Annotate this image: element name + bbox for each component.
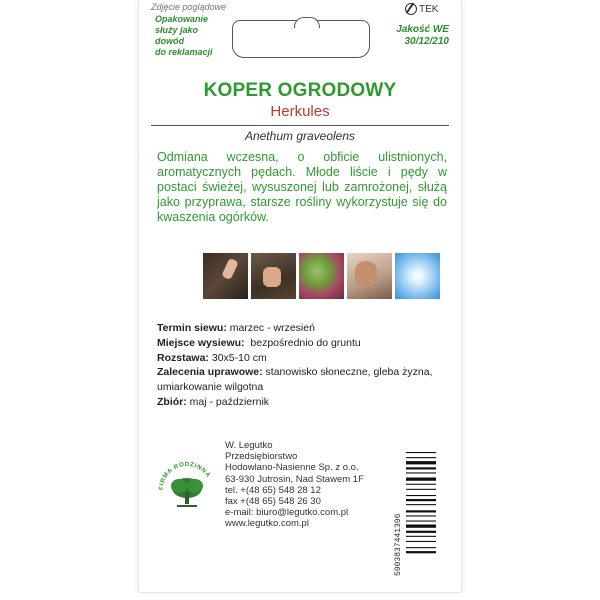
barcode-bar: [406, 547, 436, 548]
barcode: [394, 448, 438, 580]
care-recommendations: [157, 365, 453, 395]
barcode-bar: [406, 499, 436, 501]
sun-picto: [395, 253, 440, 299]
sowing-place-value: bezpośrednio do gruntu: [250, 336, 361, 349]
divider: [151, 125, 449, 126]
company-line: 63-930 Jutrosin, Nad Stawem 1F: [225, 473, 364, 485]
barcode-bar: [406, 525, 436, 528]
quality-mark: [396, 24, 449, 48]
sowing-term: [157, 321, 453, 336]
tek-label: TEK: [419, 3, 439, 15]
product-title: KOPER OGRODOWY: [203, 80, 397, 101]
barcode-bar: [406, 551, 436, 553]
barcode-bar: [406, 541, 436, 542]
barcode-bar: [406, 461, 436, 464]
tek-badge: [405, 3, 438, 15]
barcode-bar: [406, 510, 436, 512]
tek-icon: [405, 3, 417, 15]
seedling-picto: [251, 253, 296, 299]
tree-logo-icon: [157, 450, 217, 514]
company-contact: [225, 440, 364, 530]
barcode-bar: [406, 536, 436, 537]
barcode-bar: [406, 521, 436, 522]
sowing-place-label: Miejsce wysiewu:: [157, 336, 245, 349]
care-label: Zalecenia uprawowe:: [157, 366, 263, 379]
barcode-bar: [406, 467, 436, 469]
note-line: Opakowanie: [155, 14, 209, 24]
harvest-value: maj - październik: [189, 395, 270, 408]
barcode-bar: [406, 457, 436, 458]
preview-label: Zdjęcie poglądowe: [151, 2, 227, 12]
note-line: służy jako: [155, 25, 199, 35]
note-line: do reklamacji: [155, 47, 213, 57]
company-line: e-mail: biuro@legutko.com.pl: [225, 507, 349, 519]
company-line: Hodowlano-Nasienne Sp. z o.o.: [225, 462, 359, 474]
sowing-spacing: [157, 351, 453, 366]
barcode-bar: [406, 472, 436, 473]
complaint-note: [155, 14, 213, 58]
sowing-term-label: Termin siewu:: [157, 322, 227, 334]
barcode-bar: [406, 531, 436, 533]
quality-line: 30/12/210: [404, 36, 449, 47]
hanger-notch: [294, 17, 320, 28]
harvest-picto: [347, 253, 392, 299]
company-line: Przedsiębiorstwo: [225, 451, 298, 463]
sowing-spacing-label: Rozstawa:: [157, 351, 209, 364]
sowing-picto: [203, 253, 248, 299]
barcode-digits: 5903837441396: [394, 513, 403, 576]
company-line: fax +(48 65) 548 26 30: [225, 496, 321, 508]
company-line: www.legutko.com.pl: [225, 518, 309, 530]
logo-text: FIRMA RODZINNA: [157, 460, 212, 491]
barcode-bar: [406, 489, 436, 490]
latin-name: Anethum graveolens: [244, 129, 356, 143]
care-value: stanowisko słoneczne, gleba żyzna, umiarkowanie wilgotna: [157, 366, 433, 394]
barcode-bar: [406, 504, 436, 505]
plant-picto: [299, 253, 344, 299]
sowing-info: [157, 321, 453, 410]
barcode-bar: [406, 495, 436, 496]
company-line: tel. +(48 65) 548 28 12: [225, 484, 321, 496]
sowing-spacing-value: 30x5-10 cm: [211, 351, 267, 364]
company-line: W. Legutko: [225, 440, 273, 451]
cultivation-pictograms: [203, 253, 440, 299]
sowing-place: [157, 336, 453, 351]
quality-line: Jakość WE: [396, 24, 449, 35]
note-line: dowód: [155, 36, 184, 46]
product-variety: Herkules: [270, 103, 330, 120]
harvest-label: Zbiór:: [157, 395, 187, 408]
seed-packet: [138, 0, 462, 593]
harvest-time: [157, 395, 453, 410]
barcode-bar: [406, 484, 436, 485]
barcode-bar: [406, 452, 436, 453]
barcode-bar: [406, 478, 436, 481]
barcode-bar: [406, 515, 436, 516]
sowing-term-value: marzec - wrzesień: [229, 322, 315, 334]
product-description: Odmiana wczesna, o obficie ulistnionych, aromatycznych pędach. Młode liście i pędy w postaci świeżej, wysuszonej lub zamrożonej, służą jako przyprawa, starsze rośliny wykorzystuje się do kwaszenia ogórków.: [157, 150, 447, 224]
